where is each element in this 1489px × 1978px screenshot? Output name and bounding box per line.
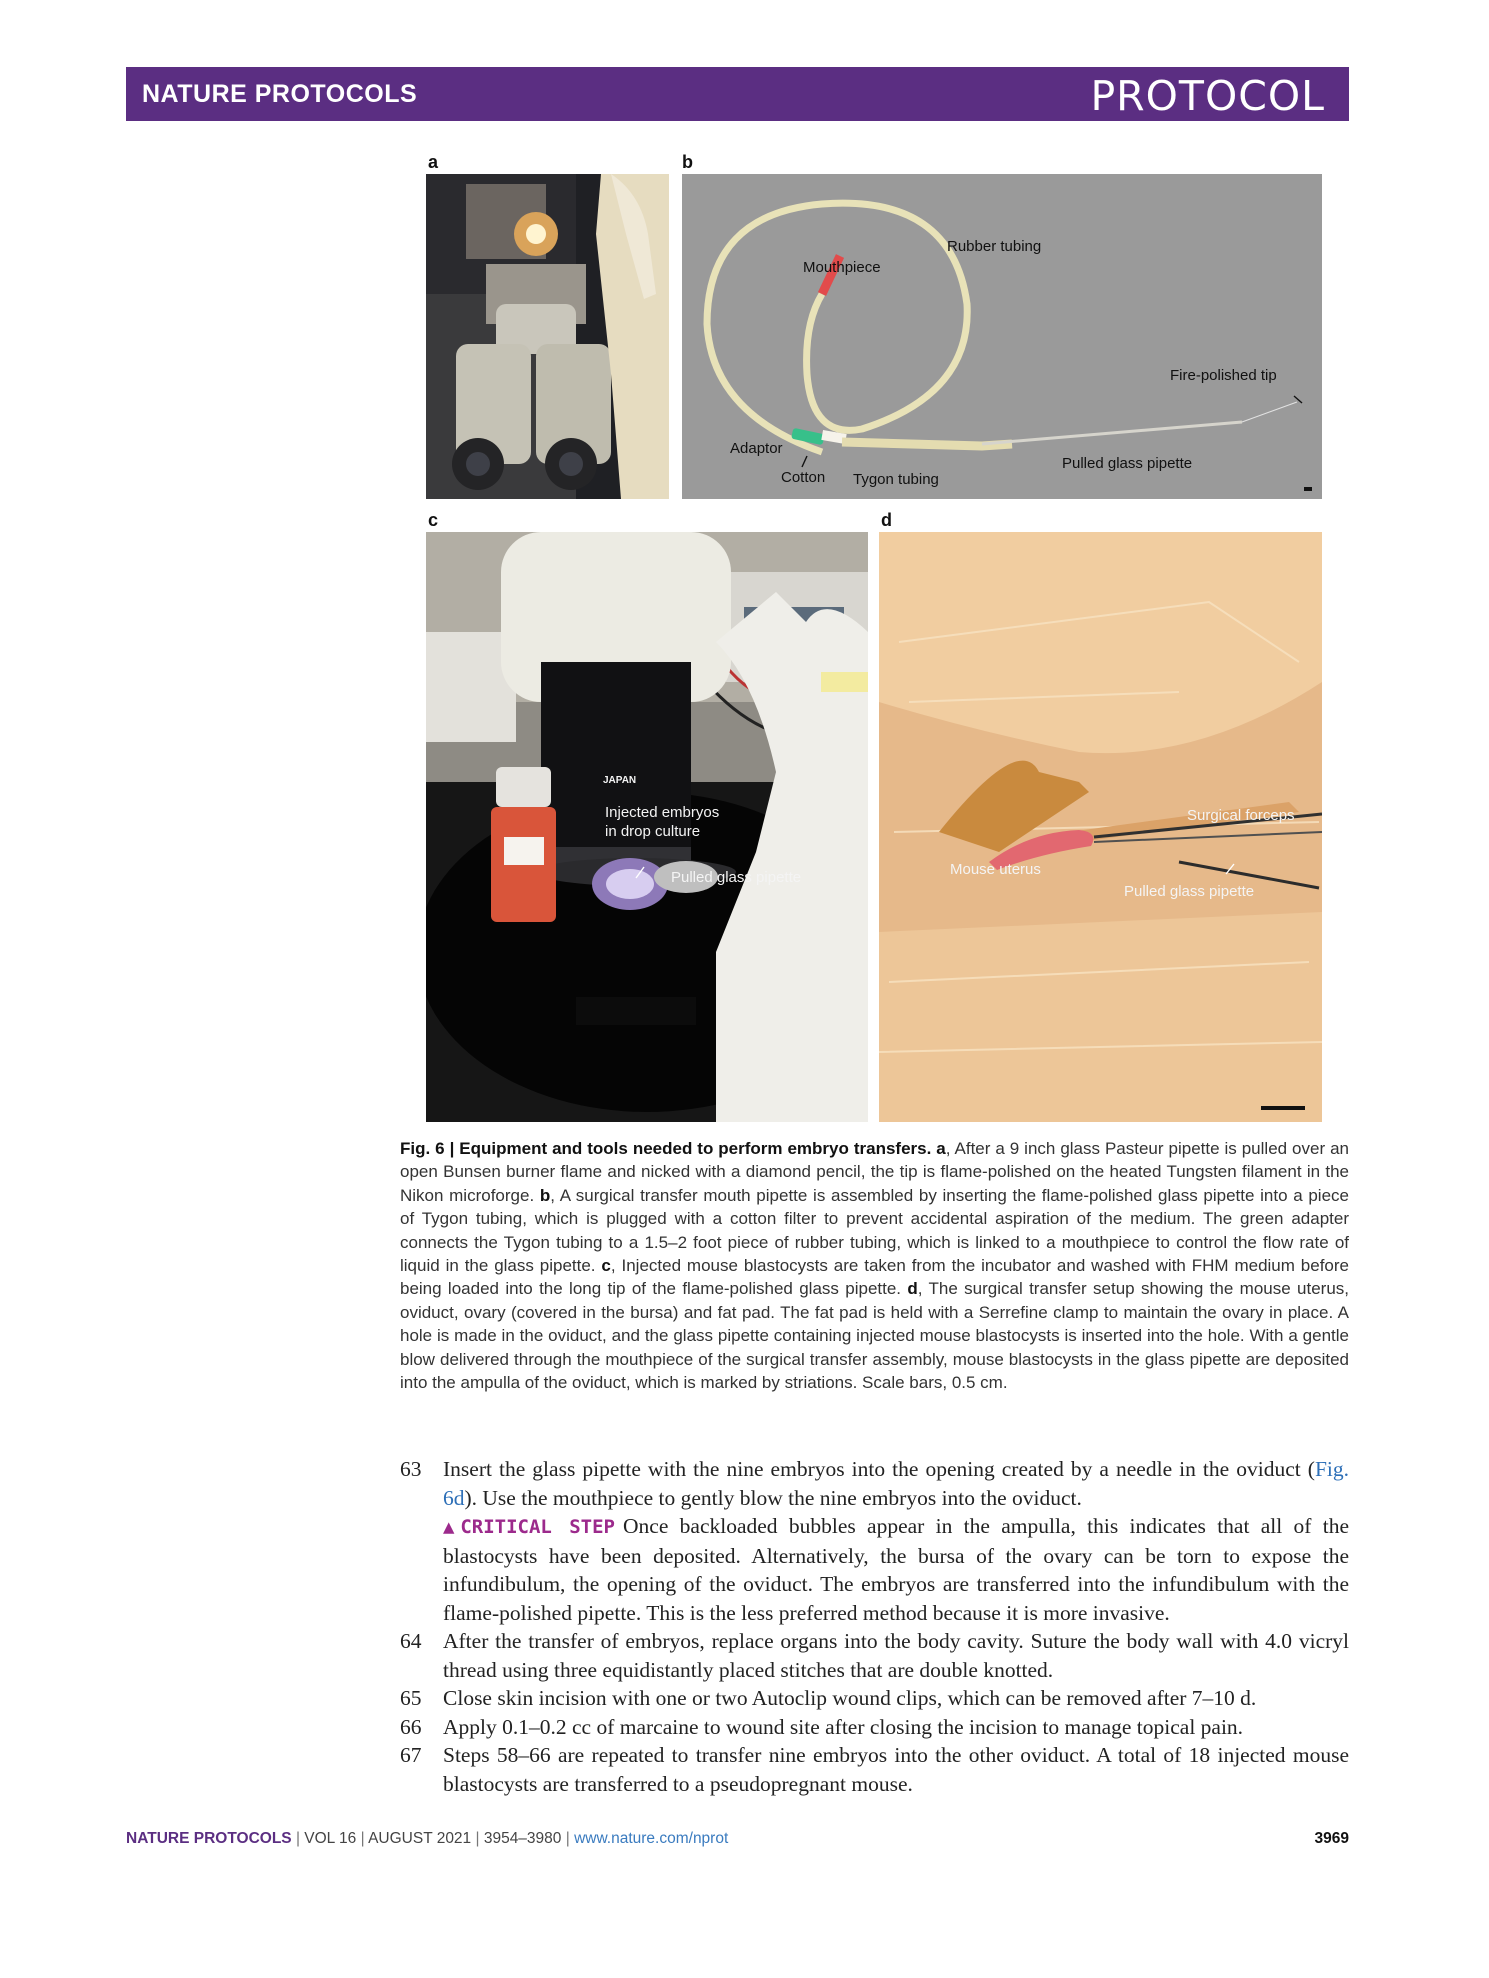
caption-panel-b-text: , A surgical transfer mouth pipette is assembled by inserting the flame-polished glass pipette into a piece of Tygon tubing, which is plugged with a cotton filter to prevent accidental aspiration of the medium. The green adapter connects the Tygon tubing to a 1.5–2 foot piece of rubber tubing, which is linked to a mouthpiece to control the flow rate of liquid in the glass pipette. [400, 1185, 1349, 1276]
caption-panel-d-label: d [907, 1279, 918, 1299]
caption-panel-d-text: , The surgical transfer setup showing the mouse uterus, oviduct, ovary (covered in the bursa) and fat pad. The fat pad is held with a Serrefine clamp to maintain the ovary in place. A hole is made in the oviduct, and the glass pipette containing injected mouse blastocysts is inserted into the hole. With a gentle blow delivered through the mouthpiece of the surgical transfer assembly, mouse blastocysts in the glass pipette are deposited into the ampulla of the oviduct, which is marked by striations. Scale bars, 0.5 cm. [400, 1279, 1349, 1393]
label-rubber-tubing: Rubber tubing [947, 238, 1042, 255]
page-number: 3969 [1314, 1830, 1349, 1847]
label-pulled-glass-pipette-b: Pulled glass pipette [1062, 455, 1193, 472]
footer-pages: 3954–3980 [483, 1830, 562, 1847]
footer-url-link[interactable]: www.nature.com/nprot [574, 1830, 729, 1847]
step-number: 65 [400, 1686, 422, 1710]
step-number: 63 [400, 1457, 422, 1481]
step-63 [400, 1455, 1349, 1627]
step-67 [400, 1741, 1349, 1798]
label-mouse-uterus: Mouse uterus [950, 861, 1041, 878]
step-text: Steps 58–66 are repeated to transfer nine embryos into the other oviduct. A total of 18 injected mouse blastocysts are transferred to a pseudopregnant mouse. [443, 1743, 1349, 1796]
label-injected-embryos-line2: in drop culture [605, 823, 701, 840]
figure-6d-link[interactable]: Fig. 6d [443, 1457, 1349, 1510]
label-mouthpiece: Mouthpiece [803, 259, 881, 276]
journal-header [126, 67, 1349, 121]
caption-panel-a-text: , After a 9 inch glass Pasteur pipette is pulled over an open Bunsen burner flame and nicked with a diamond pencil, the tip is flame-polished on the heated Tungsten filament in the Nikon microforge. [400, 1139, 1349, 1205]
critical-step-label: ▲CRITICAL STEP [443, 1516, 615, 1538]
procedure-steps [400, 1455, 1349, 1798]
label-pulled-glass-pipette-c: Pulled glass pipette [671, 869, 802, 886]
footer-date: AUGUST 2021 [368, 1830, 472, 1847]
step-66 [400, 1713, 1349, 1742]
label-fire-polished-tip: Fire-polished tip [1170, 367, 1277, 384]
step-text: Close skin incision with one or two Autoclip wound clips, which can be removed after 7–10 d. [443, 1686, 1257, 1710]
caption-panel-b-label: b [539, 1185, 551, 1205]
step-text: ). Use the mouthpiece to gently blow the nine embryos into the oviduct. [464, 1485, 1082, 1510]
step-65 [400, 1684, 1349, 1713]
document-type: PROTOCOL [1090, 72, 1325, 120]
step-number: 67 [400, 1743, 422, 1767]
step-text: Insert the glass pipette with the nine embryos into the opening created by a needle in the oviduct ( [443, 1457, 1315, 1481]
panel-letter-c: c [428, 510, 439, 530]
figure-title: Fig. 6 | Equipment and tools needed to perform embryo transfers. [400, 1139, 932, 1158]
panel-letter-b: b [682, 152, 693, 172]
label-surgical-forceps: Surgical forceps [1187, 807, 1295, 824]
panel-a-microforge-photo [426, 174, 669, 499]
caption-panel-c-label: c [601, 1256, 611, 1276]
step-64 [400, 1627, 1349, 1684]
label-adaptor: Adaptor [730, 440, 783, 457]
label-tygon-tubing: Tygon tubing [853, 471, 939, 488]
label-injected-embryos-line1: Injected embryos [605, 804, 720, 821]
label-pulled-glass-pipette-d: Pulled glass pipette [1124, 883, 1255, 900]
step-text: Apply 0.1–0.2 cc of marcaine to wound site after closing the incision to manage topical pain. [443, 1714, 1244, 1739]
step-number: 64 [400, 1629, 422, 1653]
panel-letter-d: d [881, 510, 892, 530]
panel-letter-a: a [428, 152, 439, 172]
step-number: 66 [400, 1714, 422, 1739]
figure-caption [400, 1137, 1349, 1394]
caption-panel-a-label: a [936, 1139, 946, 1158]
panel-d-surgical-setup-photo [879, 532, 1322, 1122]
page-footer: NATURE PROTOCOLS | VOL 16 | AUGUST 2021 | 3954–3980 | www.nature.com/nprot 3969 [126, 1830, 1349, 1847]
footer-volume: VOL 16 [304, 1830, 357, 1847]
caption-panel-c-text: , Injected mouse blastocysts are taken from the incubator and washed with FHM medium before being loaded into the long tip of the flame-polished glass pipette. [400, 1256, 1350, 1299]
footer-journal: NATURE PROTOCOLS [126, 1830, 292, 1847]
critical-step-text: Once backloaded bubbles appear in the ampulla, this indicates that all of the blastocysts have been deposited. Alternatively, the bursa of the ovary can be torn to expose the infundibulum, the opening of the oviduct. The embryos are transferred into the infundibulum with the flame-polished pipette. This is the less preferred method because it is more invasive. [443, 1514, 1349, 1625]
step-text: After the transfer of embryos, replace organs into the body cavity. Suture the body wall with 4.0 vicryl thread using three equidistantly placed stitches that are double knotted. [443, 1629, 1349, 1682]
journal-name: NATURE PROTOCOLS [142, 80, 418, 108]
label-japan: JAPAN [603, 775, 637, 786]
label-cotton: Cotton [781, 469, 826, 486]
critical-step-note [443, 1512, 1349, 1627]
